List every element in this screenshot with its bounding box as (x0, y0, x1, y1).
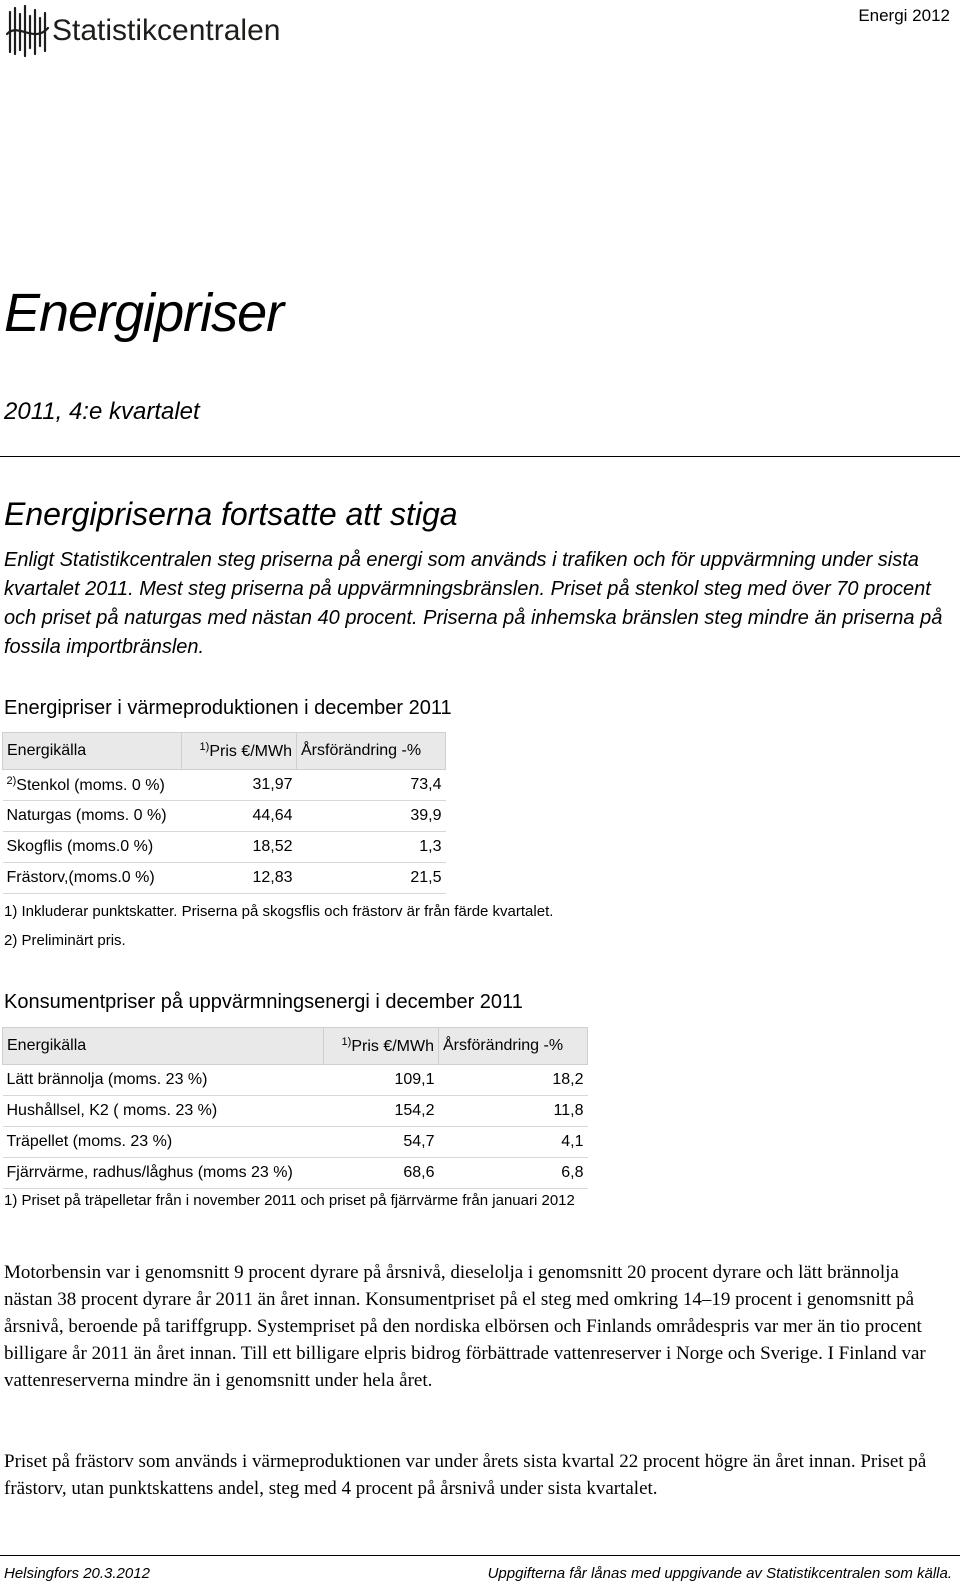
cell-change: 39,9 (297, 801, 446, 832)
footer-source-note: Uppgifterna får lånas med uppgivande av Statistikcentralen som källa. (487, 1565, 952, 1582)
header-label: Energi 2012 (858, 6, 950, 25)
table-row (3, 832, 446, 863)
col-change: Årsförändring -% (439, 1028, 588, 1065)
cell-source: Träpellet (moms. 23 %) (3, 1127, 324, 1158)
col-change: Årsförändring -% (297, 733, 446, 770)
table1-note-2: 2) Preliminärt pris. (4, 932, 126, 949)
table-row (3, 863, 446, 894)
lead-paragraph: Enligt Statistikcentralen steg priserna på energi som används i trafiken och för uppvärmning under sista kvartalet 2011. Mest steg priserna på uppvärmningsbränslen. Priset på stenkol steg med över 70 procent och priset på naturgas med nästan 40 procent. Priserna på inhemska bränslen steg mindre än priserna på fossila importbränslen. (4, 549, 943, 658)
table-row (3, 1065, 588, 1096)
heat-production-table (2, 732, 446, 894)
cell-change: 18,2 (439, 1065, 588, 1096)
cell-source: $^{2)}$Stenkol (moms. 0 %) (3, 770, 182, 801)
table-row (3, 1127, 588, 1158)
cell-price: 44,64 (182, 801, 297, 832)
cell-change: 1,3 (297, 832, 446, 863)
cell-price: 109,1 (324, 1065, 439, 1096)
col-energy-source: Energikälla (3, 1028, 324, 1065)
logo-text: Statistikcentralen (52, 14, 281, 47)
cell-change: 73,4 (297, 770, 446, 801)
table2-note-1: 1) Priset på träpelletar från i november 2011 och priset på fjärrvärme från januari 2012 (4, 1192, 575, 1209)
footer-divider (0, 1555, 960, 1556)
table-row (3, 1158, 588, 1189)
cell-change: 21,5 (297, 863, 446, 894)
consumer-price-table (2, 1027, 588, 1189)
cell-price: 68,6 (324, 1158, 439, 1189)
cell-price: 54,7 (324, 1127, 439, 1158)
table1-title: Energipriser i värmeproduktionen i december 2011 (4, 697, 452, 719)
logo (4, 4, 304, 60)
table-row (3, 770, 446, 801)
cell-source: Hushållsel, K2 ( moms. 23 %) (3, 1096, 324, 1127)
footer-date: Helsingfors 20.3.2012 (4, 1565, 150, 1582)
cell-price: 154,2 (324, 1096, 439, 1127)
cell-change: 6,8 (439, 1158, 588, 1189)
table-row (3, 1096, 588, 1127)
table-header-row (3, 733, 446, 770)
body-paragraph-2: Priset på frästorv som används i värmeproduktionen var under årets sista kvartal 22 procent högre än året innan. Priset på frästorv, utan punktskattens andel, steg med 4 procent på årsnivå under sista kvartalet. (4, 1451, 927, 1499)
cell-source: Fjärrvärme, radhus/låghus (moms 23 %) (3, 1158, 324, 1189)
headline: Energipriserna fortsatte att stiga (4, 496, 458, 532)
title-divider (0, 456, 960, 457)
cell-price: 31,97 (182, 770, 297, 801)
table-row (3, 801, 446, 832)
col-energy-source: Energikälla (3, 733, 182, 770)
cell-price: 18,52 (182, 832, 297, 863)
page-title: Energipriser (4, 283, 284, 343)
page-subtitle: 2011, 4:e kvartalet (4, 398, 200, 425)
table2-title: Konsumentpriser på uppvärmningsenergi i december 2011 (4, 991, 523, 1013)
cell-change: 4,1 (439, 1127, 588, 1158)
cell-source: Skogflis (moms.0 %) (3, 832, 182, 863)
cell-change: 11,8 (439, 1096, 588, 1127)
table-header-row (3, 1028, 588, 1065)
col-price: $^{1)}$Pris €/MWh (324, 1028, 439, 1065)
logo-mark-icon (4, 4, 50, 58)
cell-source: Lätt brännolja (moms. 23 %) (3, 1065, 324, 1096)
cell-price: 12,83 (182, 863, 297, 894)
cell-source: Frästorv,(moms.0 %) (3, 863, 182, 894)
table1-note-1: 1) Inkluderar punktskatter. Priserna på skogsflis och frästorv är från färde kvartalet. (4, 903, 554, 920)
col-price: $^{1)}$Pris €/MWh (182, 733, 297, 770)
cell-source: Naturgas (moms. 0 %) (3, 801, 182, 832)
body-paragraph-1: Motorbensin var i genomsnitt 9 procent dyrare på årsnivå, dieselolja i genomsnitt 20 procent dyrare och lätt brännolja nästan 38 procent dyrare år 2011 än året innan. Konsumentpriset på el steg med omkring 14–19 procent i genomsnitt på årsnivå, beroende på tariffgrupp. Systempriset på den nordiska elbörsen och Finlands områdespris var mer än tio procent billigare år 2011 än året innan. Till ett billigare elpris bidrog förbättrade vattenreserver i Norge och Sverige. I Finland var vattenreserverna mindre än i genomsnitt under hela året. (4, 1262, 926, 1391)
